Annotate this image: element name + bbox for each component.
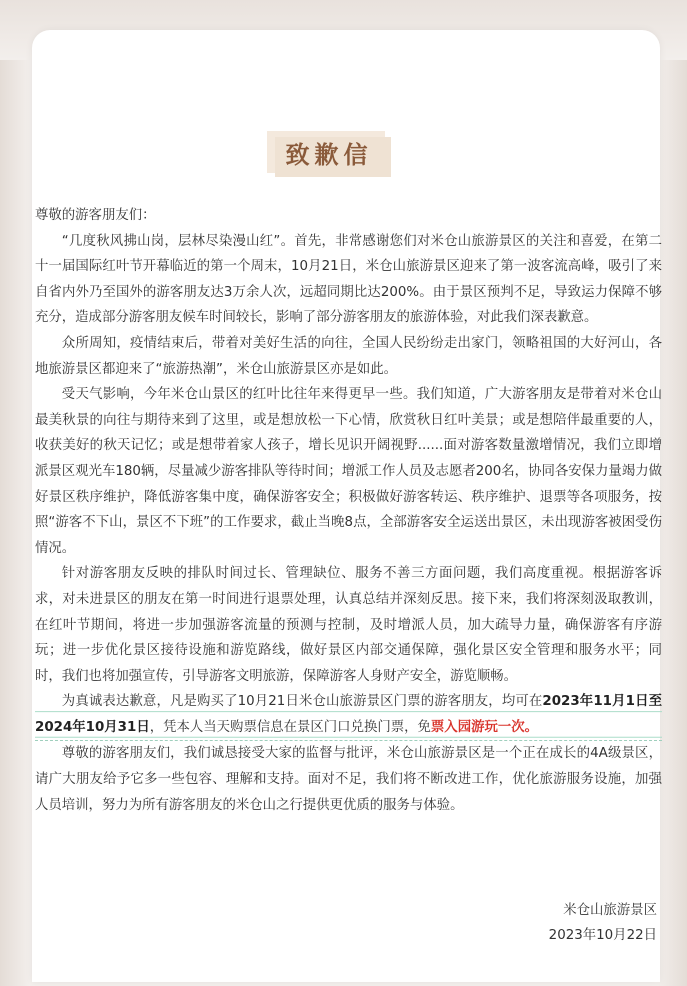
highlight-notice (35, 689, 662, 741)
highlight-paragraph (35, 689, 662, 740)
paragraph-1: “几度秋风拂山岗，层林尽染漫山红”。首先，非常感谢您们对米仓山旅游景区的关注和喜爱，在第二十一届国际红叶节开幕临近的第一个周末，10月21日，米仓山旅游景区迎来了第一波客流高峰，吸引了来自省内外乃至国外的游客朋友达3万余人次，远超同期比达200%。由于景区预判不足，导致运力保障不够充分，造成部分游客朋友候车时间较长，影响了部分游客朋友的旅游体验，对此我们深表歉意。 (35, 233, 662, 326)
paragraph-3: 受天气影响，今年米仓山景区的红叶比往年来得更早一些。我们知道，广大游客朋友是带着对米仓山最美秋景的向往与期待来到了这里，或是想放松一下心情，欣赏秋日红叶美景；或是想陪伴最重要的人，收获美好的秋天记忆；或是想带着家人孩子，增长见识开阔视野......面对游客数量激增情况，我们立即增派景区观光车180辆，尽量减少游客排队等待时间；增派工作人员及志愿者200名，协同各安保力量竭力做好景区秩序维护，降低游客集中度，确保游客安全；积极做好游客转运、秩序维护、退票等各项服务，按照“游客不下山，景区不下班”的工作要求，截止当晚8点，全部游客安全运送出景区，未出现游客被困受伤情况。 (35, 387, 662, 556)
signature-date: 2023年10月22日 (548, 928, 657, 943)
paragraph-2: 众所周知，疫情结束后，带着对美好生活的向往，全国人民纷纷走出家门，领略祖国的大好河山，各地旅游景区都迎来了“旅游热潮”，米仓山旅游景区亦是如此。 (35, 335, 662, 377)
highlight-text-2: ，凭本人当天购票信息在景区门口兑换门票，免 (149, 719, 431, 735)
highlight-end: 。 (524, 719, 539, 735)
signature-org: 米仓山旅游景区 (563, 903, 657, 918)
highlight-date-range: 2023年11月1日至2024年10月31日 (35, 694, 662, 735)
letter-body (35, 203, 662, 818)
title-block (267, 131, 391, 177)
highlight-text-1: 为真诚表达歉意，凡是购买了10月21日米仓山旅游景区门票的游客朋友，均可在 (61, 694, 543, 710)
paragraph-4: 针对游客朋友反映的排队时间过长、管理缺位、服务不善三方面问题，我们高度重视。根据游客诉求，对未进景区的朋友在第一时间进行退票处理，认真总结并深刻反思。接下来，我们将深刻汲取教训，在红叶节期间，将进一步加强游客流量的预测与控制，及时增派人员，加大疏导力量，确保游客有序游玩；进一步优化景区接待设施和游览路线，做好景区内部交通保障，强化景区安全管理和服务水平；同时，我们也将加强宣传，引导游客文明旅游，保障游客人身财产安全，游览顺畅。 (35, 566, 662, 684)
closing-paragraph: 尊敬的游客朋友们，我们诚恳接受大家的监督与批评，米仓山旅游景区是一个正在成长的4A级景区，请广大朋友给予它多一些包容、理解和支持。面对不足，我们将不断改进工作，优化旅游服务设施，加强人员培训，努力为所有游客朋友的米仓山之行提供更优质的服务与体验。 (35, 746, 662, 813)
greeting: 尊敬的游客朋友们： (35, 208, 156, 223)
background-left-decoration (0, 60, 30, 986)
page-title: 致歉信 (285, 141, 373, 169)
highlight-free-entry: 票入园游玩一次 (430, 719, 525, 735)
